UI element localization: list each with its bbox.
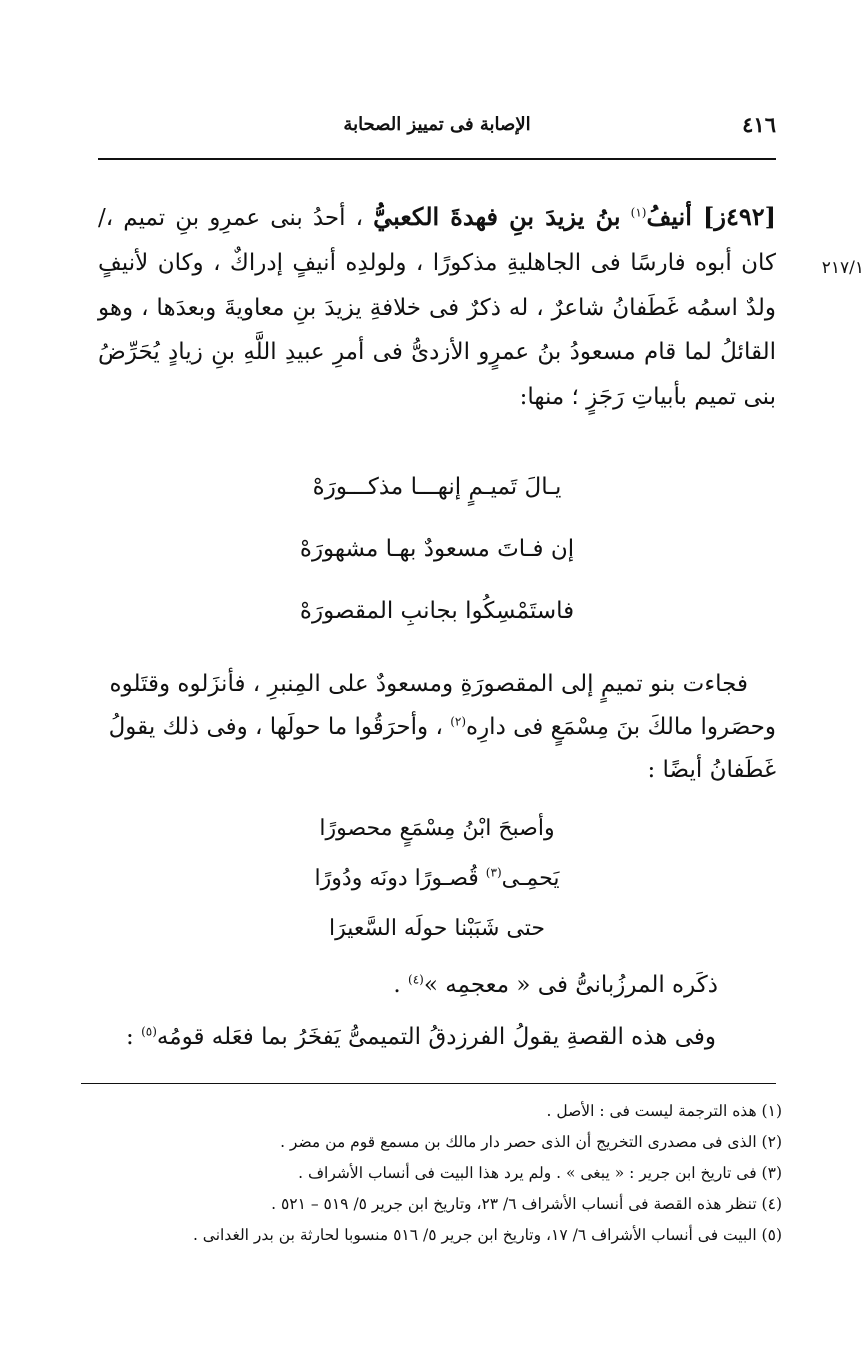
closing-paragraph bbox=[98, 1024, 776, 1050]
footnotes bbox=[98, 1096, 782, 1251]
footnote: (٥) البيت فى أنساب الأشراف ٦/ ١٧، وتاريخ ابن جرير ٥/ ٥١٦ منسوبا لحارثة بن بدر الغدانى . bbox=[192, 1226, 782, 1244]
source-mention bbox=[393, 972, 718, 998]
footnote: (٢) الذى فى مصدرى التخريج أن الذى حصر دار مالك بن مسمع قوم من مضر . bbox=[280, 1133, 782, 1151]
footnote: (٣) فى تاريخ ابن جرير : « يبغى » . ولم يرد هذا البيت فى أنساب الأشراف . bbox=[298, 1164, 782, 1182]
verse-line: وأصبحَ ابْنُ مِسْمَعٍ محصورًا bbox=[319, 816, 555, 841]
text-line: فجاءت بنو تميمٍ إلى المقصورَةِ ومسعودٌ على المِنبرِ ، فأنزَلوه وقتَلوه bbox=[109, 671, 748, 697]
page-number: ٤١٦ bbox=[742, 112, 776, 137]
text-segment: وحصَروا مالكَ بنَ مِسْمَعٍ فى دارِه bbox=[466, 714, 776, 740]
footnote-rule bbox=[81, 1083, 776, 1084]
verse-line: يـالَ تَميـمٍ إنهـــا مذكـــورَهْ bbox=[312, 474, 562, 500]
verse-line: فاستَمْسِكُوا بجانبِ المقصورَهْ bbox=[299, 598, 575, 624]
page-header bbox=[98, 112, 776, 148]
entry-body bbox=[98, 195, 776, 420]
footnote-marker: (٤) bbox=[408, 972, 424, 987]
footnote-marker: (٣) bbox=[485, 865, 502, 880]
footnote-marker: (٢) bbox=[450, 714, 467, 729]
verse-line bbox=[98, 866, 776, 891]
footnote: (٤) تنظر هذه القصة فى أنساب الأشراف ٦/ ٢٣، وتاريخ ابن جرير ٥/ ٥١٩ – ٥٢١ . bbox=[271, 1195, 782, 1213]
entry-text: ، أحدُ بنى عمرِو بنِ تميم ،/ كان أبوه فارسًا فى الجاهليةِ مذكورًا ، ولولدِه أنيفٍ إدراكٌ ، وكان لأنيفٍ ولدٌ اسمُه غَطَفانُ شاعرٌ ، له ذكرٌ فى خلافةِ يزيدَ بنِ معاويةَ وبعدَها ، وهو القائلُ لما قام مسعودُ بنُ عمرٍو الأزدىُّ فى أمرِ عبيدِ اللَّهِ بنِ زيادٍ يُحَرِّضُ بنى تميم بأبياتِ رَجَزٍ ؛ منها: bbox=[98, 205, 776, 411]
entry-heading-rest: بنُ يزيدَ بنِ فهدةَ الكعبيُّ bbox=[373, 202, 621, 231]
verse-line: حتى شَبَبْنا حولَه السَّعيرَا bbox=[328, 916, 545, 941]
text-segment: يَحمِـى bbox=[501, 866, 560, 891]
footnote: (١) هذه الترجمة ليست فى : الأصل . bbox=[546, 1102, 782, 1120]
text-segment: وفى هذه القصةِ يقولُ الفرزدقُ التميمىُّ يَفخَرُ بما فعَله قومُه bbox=[156, 1024, 716, 1050]
entry-paragraph bbox=[98, 195, 776, 420]
text-segment: ذكَره المرزُبانىُّ فى « معجمِه » bbox=[423, 972, 718, 998]
narrative-paragraph bbox=[98, 663, 776, 792]
entry-heading: [٤٩٢ز] أنيفُ bbox=[646, 202, 776, 231]
running-title: الإصابة فى تمييز الصحابة bbox=[343, 114, 531, 135]
header-rule bbox=[98, 158, 776, 160]
footnote-marker: (٥) bbox=[141, 1024, 157, 1039]
margin-reference: ٢١٧/١ bbox=[821, 258, 864, 278]
footnote-marker: (١) bbox=[630, 205, 647, 220]
verse-line: إن فـاتَ مسعودٌ بهـا مشهورَهْ bbox=[299, 536, 575, 562]
text-line: غَطَفانُ أيضًا : bbox=[647, 757, 776, 783]
text-line bbox=[98, 706, 776, 749]
text-segment: . bbox=[393, 972, 401, 998]
text-segment: : bbox=[126, 1024, 134, 1050]
text-segment: ، وأحرَقُوا ما حولَها ، وفى ذلك يقولُ bbox=[108, 714, 443, 740]
text-segment: قُصـورًا دونَه ودُورًا bbox=[314, 866, 479, 891]
